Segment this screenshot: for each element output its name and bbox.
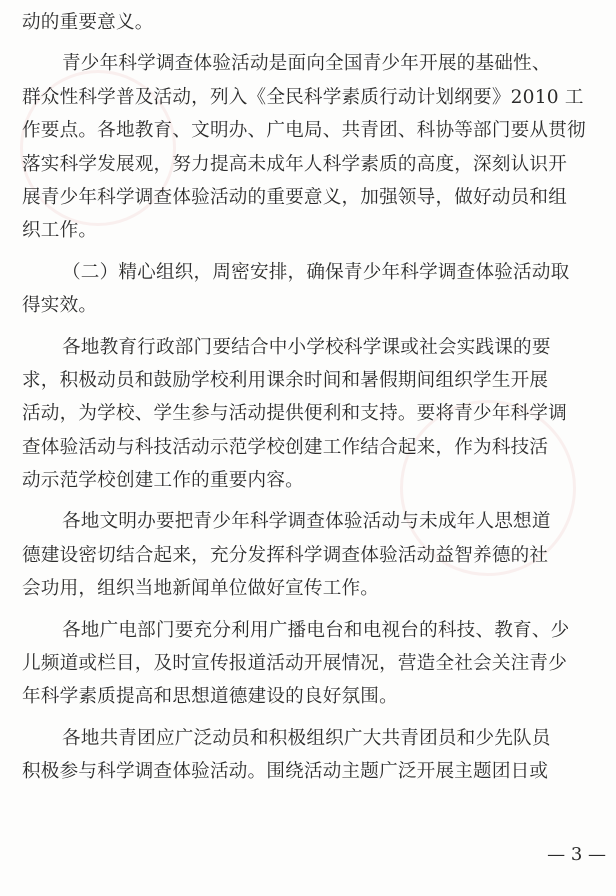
page-number: — 3 —	[547, 844, 606, 865]
paragraph	[22, 505, 594, 605]
text-line: 织工作。	[22, 220, 98, 242]
text-line: 会功用，组织当地新闻单位做好宣传工作。	[22, 578, 380, 600]
text-line: 活动，为学校、学生参与活动提供便利和支持。要将青少年科学调	[22, 403, 568, 425]
text-line: 群众性科学普及活动，列入《全民科学素质行动计划纲要》2010 工	[22, 86, 584, 108]
paragraph	[22, 256, 594, 323]
text-line: 积极参与科学调查体验活动。围绕活动主题广泛开展主题团日或	[22, 761, 549, 783]
text-line: 落实科学发展观，努力提高未成年人科学素质的高度，深刻认识开	[22, 153, 568, 175]
text-line: 青少年科学调查体验活动是面向全国青少年开展的基础性、	[62, 53, 551, 75]
text-line: 动示范学校创建工作的重要内容。	[22, 470, 304, 492]
text-line: 德建设密切结合起来，充分发挥科学调查体验活动益智养德的社	[22, 544, 549, 566]
text-line: 作要点。各地教育、文明办、广电局、共青团、科协等部门要从贯彻	[22, 120, 586, 142]
text-line: 求，积极动员和鼓励学校利用课余时间和暑假期间组织学生开展	[22, 369, 549, 391]
text-line: 展青少年科学调查体验活动的重要意义，加强领导，做好动员和组	[22, 186, 568, 208]
document-body	[22, 6, 594, 789]
paragraph	[22, 614, 594, 714]
text-line: 各地文明办要把青少年科学调查体验活动与未成年人思想道	[62, 511, 551, 533]
text-line: 年科学素质提高和思想道德建设的良好氛围。	[22, 686, 398, 708]
paragraph	[22, 722, 594, 789]
text-line: （二）精心组织，周密安排，确保青少年科学调查体验活动取	[62, 261, 570, 283]
paragraph	[22, 47, 594, 247]
paragraph	[22, 6, 594, 39]
text-line: 各地共青团应广泛动员和积极组织广大共青团员和少先队员	[62, 727, 551, 749]
text-line: 得实效。	[22, 295, 98, 317]
text-line: 各地广电部门要充分利用广播电台和电视台的科技、教育、少	[62, 619, 570, 641]
text-line: 查体验活动与科技活动示范学校创建工作结合起来，作为科技活	[22, 436, 549, 458]
text-line: 动的重要意义。	[22, 12, 154, 33]
text-line: 各地教育行政部门要结合中小学校科学课或社会实践课的要	[62, 336, 551, 358]
paragraph	[22, 331, 594, 498]
text-line: 儿频道或栏目，及时宣传报道活动开展情况，营造全社会关注青少	[22, 653, 568, 675]
